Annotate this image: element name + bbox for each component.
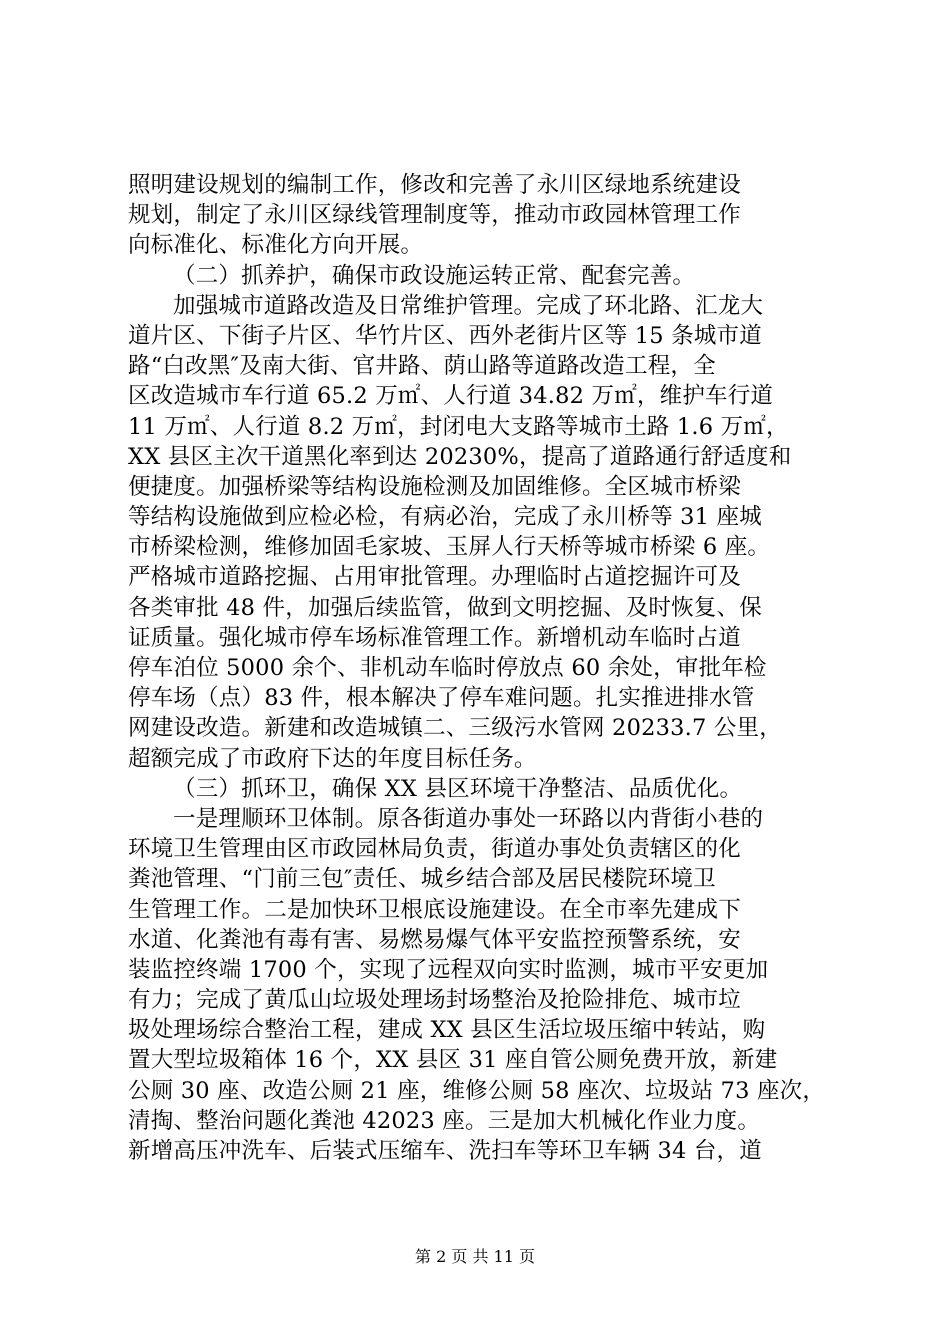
paragraph-start: 加强城市道路改造及日常维护管理。完成了环北路、汇龙大 [173,292,764,319]
text-line: 圾处理场综合整治工程，建成 XX 县区生活垃圾压缩中转站，购 [128,1017,766,1044]
text-line: 置大型垃圾箱体 16 个，XX 县区 31 座自管公厕免费开放，新建 [128,1047,778,1074]
section-heading-2: （二）抓养护，确保市政设施运转正常、配套完善。 [173,262,696,289]
paragraph-start: 一是理顺环卫体制。原各街道办事处一环路以内背街小巷的 [173,805,764,832]
page-number-label: 第 2 页 共 11 页 [415,1247,535,1266]
text-line: 严格城市道路挖掘、占用审批管理。办理临时占道挖掘许可及 [128,564,741,591]
text-line: 路“白改黑″及南大街、官井路、荫山路等道路改造工程，全 [128,353,716,380]
text-line: 网建设改造。新建和改造城镇二、三级污水管网 20233.7 公里， [128,715,782,742]
text-line: 区改造城市车行道 65.2 万㎡、人行道 34.82 万㎡，维护车行道 [128,383,774,410]
text-line: 粪池管理、“门前三包″责任、城乡结合部及居民楼院环境卫 [128,866,716,893]
text-line: 便捷度。加强桥梁等结构设施检测及加固维修。全区城市桥梁 [128,473,741,500]
text-line: XX 县区主次干道黑化率到达 20230%，提高了道路通行舒适度和 [128,443,792,470]
text-line: 新增高压冲洗车、后装式压缩车、洗扫车等环卫车辆 34 台，道 [128,1138,762,1164]
text-line: 超额完成了市政府下达的年度目标任务。 [128,745,537,772]
text-line: 公厕 30 座、改造公厕 21 座，维修公厕 58 座次、垃圾站 73 座次， [128,1077,826,1104]
text-line: 11 万㎡、人行道 8.2 万㎡，封闭电大支路等城市土路 1.6 万㎡， [128,413,789,440]
text-line: 道片区、下街子片区、华竹片区、西外老街片区等 15 条城市道 [128,322,762,349]
text-line: 停车泊位 5000 余个、非机动车临时停放点 60 余处，审批年检 [128,655,767,681]
body-text [128,170,838,1166]
text-line: 证质量。强化城市停车场标准管理工作。新增机动车临时占道 [128,624,741,651]
text-line: 等结构设施做到应检必检，有病必治，完成了永川桥等 31 座城 [128,504,762,531]
text-line: 水道、化粪池有毒有害、易燃易爆气体平安监控预警系统，安 [128,926,741,953]
text-line: 市桥梁检测，维修加固毛家坡、玉屏人行天桥等城市桥梁 6 座。 [128,534,771,561]
section-heading-3: （三）抓环卫，确保 XX 县区环境干净整洁、品质优化。 [173,775,743,802]
text-line: 环境卫生管理由区市政园林局负责，街道办事处负责辖区的化 [128,836,741,863]
text-line: 装监控终端 1700 个，实现了远程双向实时监测，城市平安更加 [128,956,769,983]
text-line: 各类审批 48 件，加强后续监管，做到文明挖掘、及时恢复、保 [128,594,762,621]
page-footer [0,1244,950,1267]
text-line: 清掏、整治问题化粪池 42023 座。三是加大机械化作业力度。 [128,1107,761,1134]
text-line: 有力；完成了黄瓜山垃圾处理场封场整治及抢险排危、城市垃 [128,987,741,1014]
text-line: 照明建设规划的编制工作，修改和完善了永川区绿地系统建设 [128,172,741,198]
text-line: 生管理工作。二是加快环卫根底设施建设。在全市率先建成下 [128,896,741,923]
text-line: 规划，制定了永川区绿线管理制度等，推动市政园林管理工作 [128,202,741,229]
text-line: 停车场（点）83 件，根本解决了停车难问题。扎实推进排水管 [128,685,755,712]
text-line: 向标准化、标准化方向开展。 [128,232,424,259]
